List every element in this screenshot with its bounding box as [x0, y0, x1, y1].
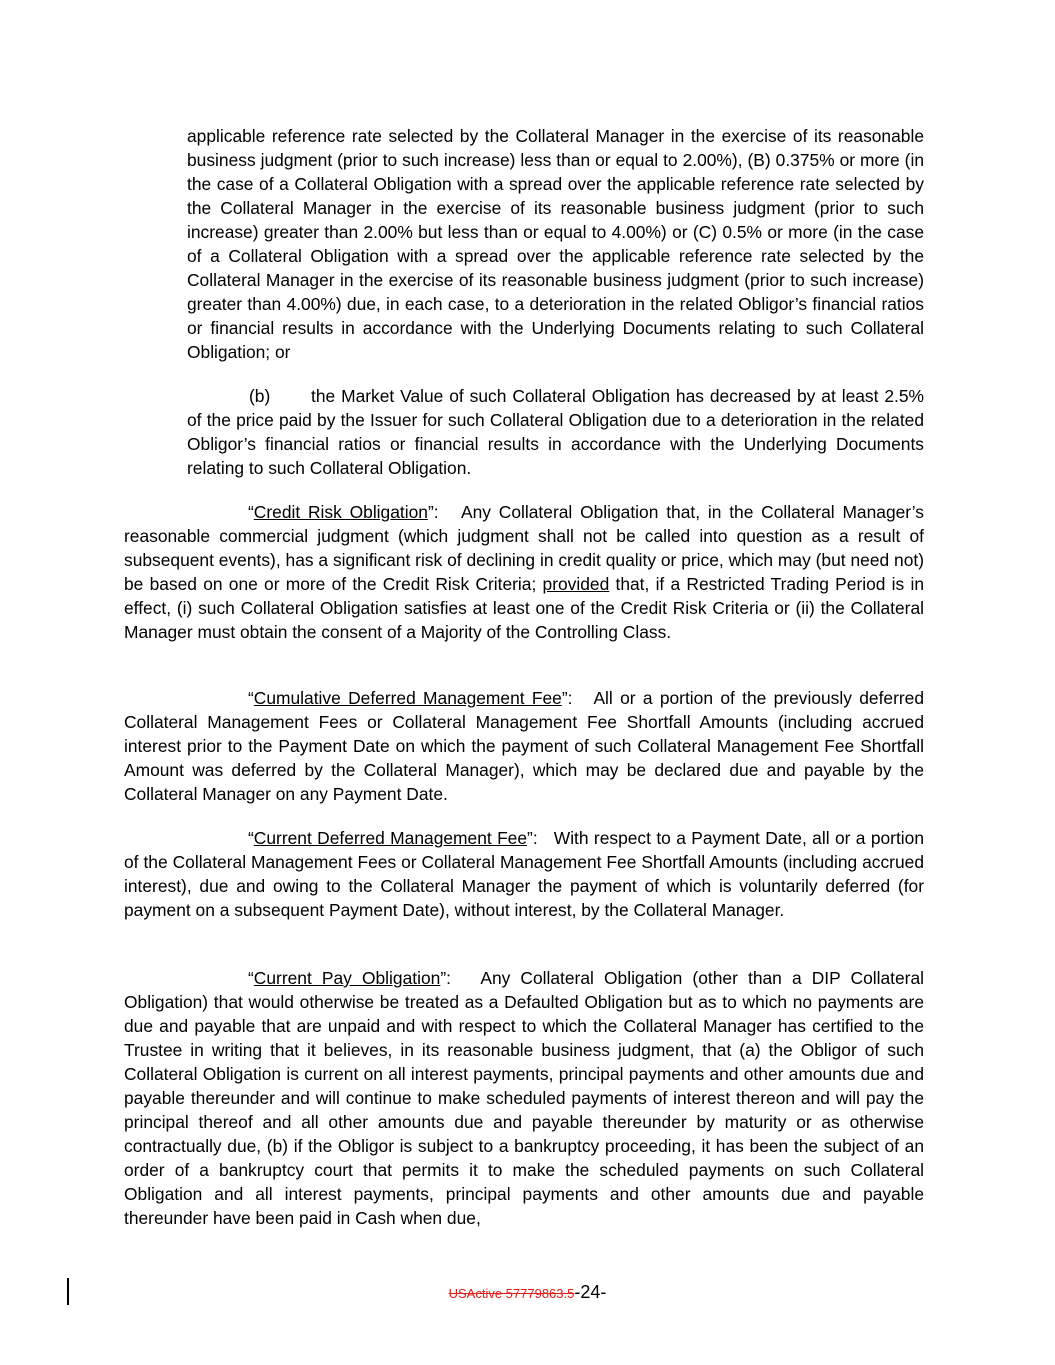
definition-current-deferred-management-fee: “Current Deferred Management Fee”: With respect to a Payment Date, all or a portion of the Collateral Management Fees or Collateral Management Fee Shortfall Amounts (including accrued interest), due and owing to the Collateral Manager the payment of which is voluntarily deferred (for payment on a subsequent Payment Date), without interest, by the Collateral Manager. — [124, 828, 925, 920]
clause-label: (b) — [249, 386, 271, 406]
page-footer — [0, 1280, 1055, 1306]
defined-term: Current Pay Obligation — [253, 968, 441, 988]
page-number: -24- — [574, 1282, 607, 1302]
defined-term: Credit Risk Obligation — [253, 502, 428, 522]
definition-current-pay-obligation: “Current Pay Obligation”: Any Collateral Obligation (other than a DIP Collateral Obligation) that would otherwise be treated as a Defaulted Obligation but as to which no payments are due and payable that are unpaid and with respect to which the Collateral Manager has certified to the Trustee in writing that it believes, in its reasonable business judgment, that (a) the Obligor of such Collateral Obligation is current on all interest payments, principal payments and other amounts due and payable thereunder and will continue to make scheduled payments of interest thereon and will pay the principal thereof and all other amounts due and payable thereunder by maturity or as otherwise contractually due, (b) if the Obligor is subject to a bankruptcy proceeding, it has been the subject of an order of a bankruptcy court that permits it to make the scheduled payments on such Collateral Obligation and all interest payments, principal payments and other amounts due and payable thereunder have been paid in Cash when due, — [124, 968, 924, 1228]
provided-term: provided — [542, 574, 610, 594]
paragraph-continuation: applicable reference rate selected by the Collateral Manager in the exercise of its reasonable business judgment (prior to such increase) less than or equal to 2.00%), (B) 0.375% or more (in the case of a Collateral Obligation with a spread over the applicable reference rate selected by the Collateral Manager in the exercise of its reasonable business judgment (prior to such increase) greater than 2.00% but less than or equal to 4.00%) or (C) 0.5% or more (in the case of a Collateral Obligation with a spread over the applicable reference rate selected by the Collateral Manager in the exercise of its reasonable business judgment (prior to such increase) greater than 4.00%) due, in each case, to a deterioration in the related Obligor’s financial ratios or financial results in accordance with the Underlying Documents relating to such Collateral Obligation; or — [187, 126, 924, 362]
definition-cumulative-deferred-management-fee: “Cumulative Deferred Management Fee”: All or a portion of the previously deferred Collateral Management Fees or Collateral Management Fee Shortfall Amounts (including accrued interest prior to the Payment Date on which the payment of such Collateral Management Fee Shortfall Amount was deferred by the Collateral Manager), which may be declared due and payable by the Collateral Manager on any Payment Date. — [124, 688, 924, 804]
document-id: USActive 57779863.5 — [448, 1286, 575, 1301]
defined-term: Current Deferred Management Fee — [253, 828, 528, 848]
definition-credit-risk-obligation: “Credit Risk Obligation”: Any Collateral Obligation that, in the Collateral Manager’s reasonable commercial judgment (which judgment shall not be called into question as a result of subsequent events), has a significant risk of declining in credit quality or price, which may (but need not) be based on one or more of the Credit Risk Criteria; provided that, if a Restricted Trading Period is in effect, (i) such Collateral Obligation satisfies at least one of the Credit Risk Criteria or (ii) the Collateral Manager must obtain the consent of a Majority of the Controlling Class. — [124, 502, 925, 642]
defined-term: Cumulative Deferred Management Fee — [253, 688, 562, 708]
paragraph-clause-b: (b) the Market Value of such Collateral Obligation has decreased by at least 2.5% of the price paid by the Issuer for such Collateral Obligation due to a deterioration in the related Obligor’s financial ratios or financial results in accordance with the Underlying Documents relating to such Collateral Obligation. — [187, 386, 924, 478]
